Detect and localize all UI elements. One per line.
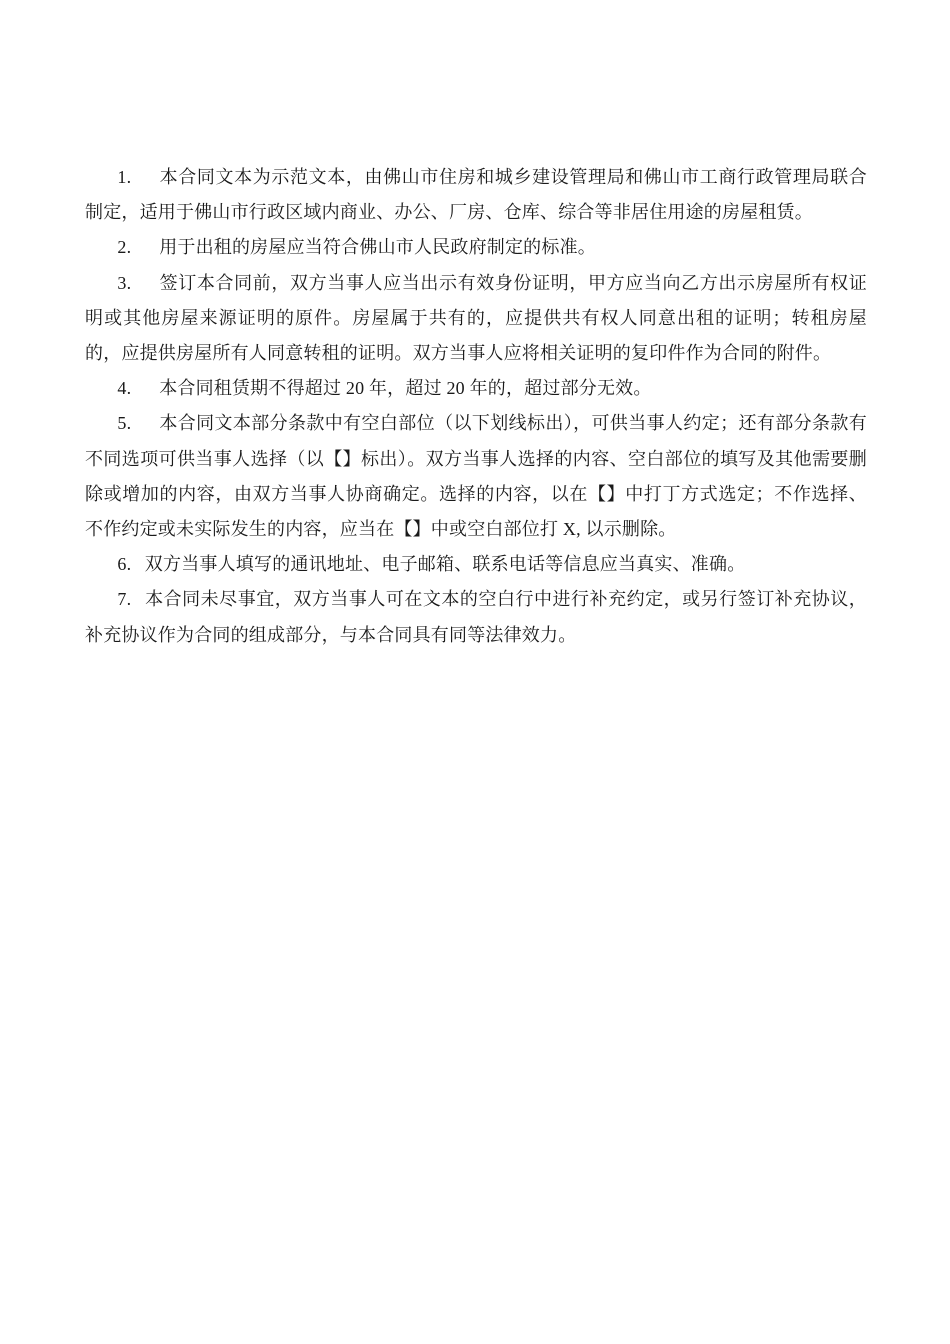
clause-paragraph-3 bbox=[85, 266, 867, 372]
clause-number: 2. bbox=[117, 237, 132, 258]
clause-number: 4. bbox=[117, 378, 132, 399]
clause-paragraph-6 bbox=[85, 547, 867, 582]
clause-text: 签订本合同前，双方当事人应当出示有效身份证明，甲方应当向乙方出示房屋所有权证明或其他房屋来源证明的原件。房屋属于共有的，应提供共有权人同意出租的证明；转租房屋的，应提供房屋所有人同意转租的证明。双方当事人应将相关证明的复印件作为合同的附件。 bbox=[85, 272, 867, 364]
clause-text: 本合同未尽事宜，双方当事人可在文本的空白行中进行补充约定，或另行签订补充协议，补充协议作为合同的组成部分，与本合同具有同等法律效力。 bbox=[85, 589, 867, 645]
clause-paragraph-1 bbox=[85, 160, 867, 230]
clause-paragraph-5 bbox=[85, 406, 867, 547]
clause-text: 本合同文本为示范文本，由佛山市住房和城乡建设管理局和佛山市工商行政管理局联合制定，适用于佛山市行政区域内商业、办公、厂房、仓库、综合等非居住用途的房屋租赁。 bbox=[85, 167, 867, 223]
clause-text: 用于出租的房屋应当符合佛山市人民政府制定的标准。 bbox=[159, 237, 596, 258]
clause-number: 3. bbox=[117, 272, 132, 293]
clause-number: 6. bbox=[117, 554, 132, 575]
clause-text: 本合同文本部分条款中有空白部位（以下划线标出），可供当事人约定；还有部分条款有不同选项可供当事人选择（以【】标出）。双方当事人选择的内容、空白部位的填写及其他需要删除或增加的内容，由双方当事人协商确定。选择的内容，以在【】中打丁方式选定；不作选择、不作约定或未实际发生的内容，应当在【】中或空白部位打 X, 以示删除。 bbox=[85, 413, 867, 540]
clause-paragraph-2 bbox=[85, 230, 867, 265]
clause-number: 5. bbox=[117, 413, 132, 434]
clause-number: 1. bbox=[117, 167, 132, 187]
clause-number: 7. bbox=[117, 589, 132, 610]
contract-instructions-text-block bbox=[85, 160, 867, 653]
clause-text: 双方当事人填写的通讯地址、电子邮箱、联系电话等信息应当真实、准确。 bbox=[144, 554, 746, 575]
clause-paragraph-7 bbox=[85, 582, 867, 652]
clause-paragraph-4 bbox=[85, 371, 867, 406]
clause-text: 本合同租赁期不得超过 20 年，超过 20 年的，超过部分无效。 bbox=[159, 378, 652, 399]
